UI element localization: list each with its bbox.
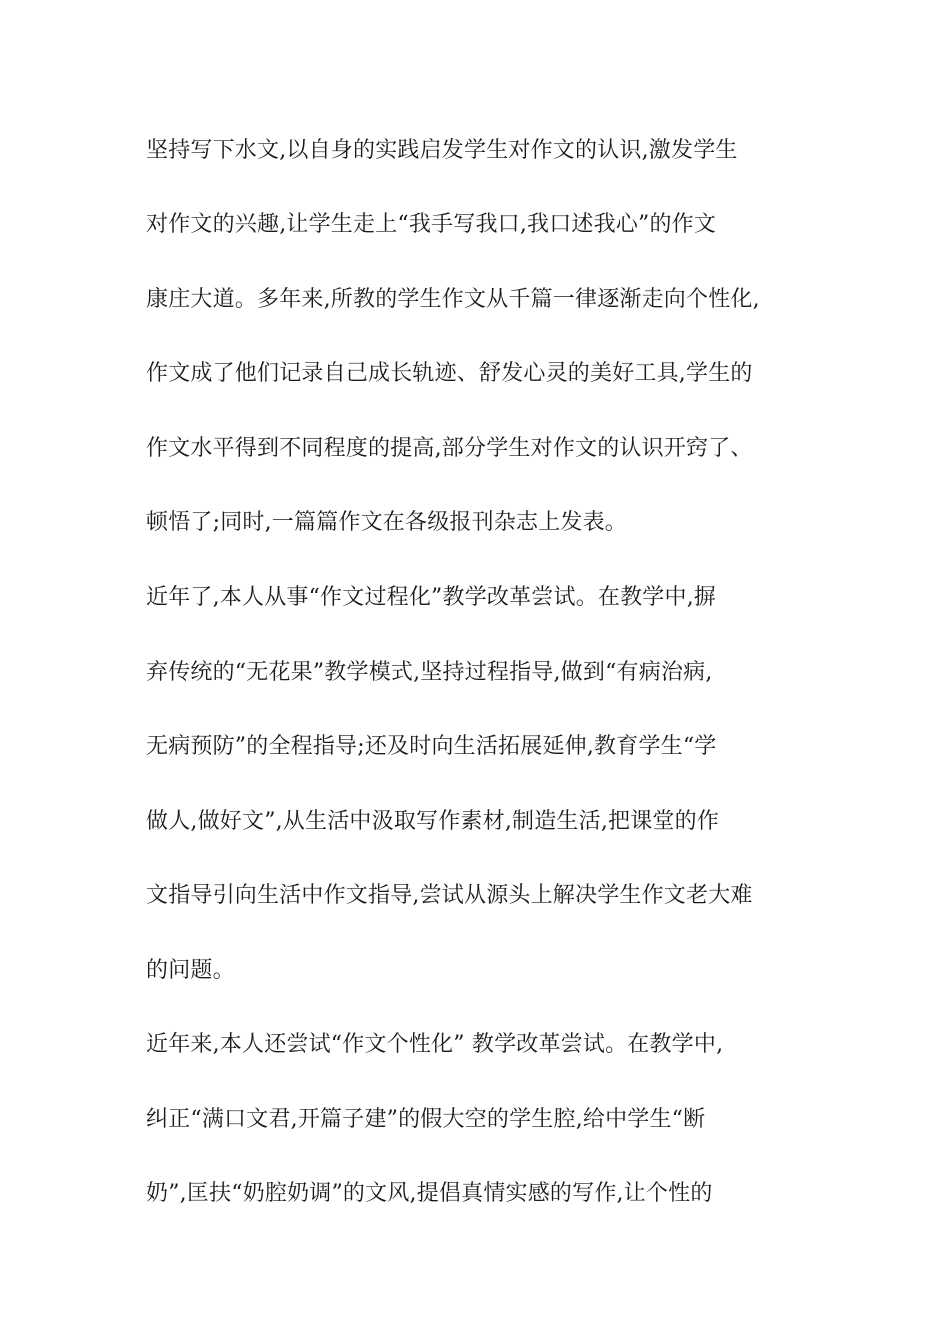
text-line-6: 顿悟了;同时,一篇篇作文在各级报刊杂志上发表。 bbox=[146, 510, 628, 535]
text-line-3: 康庄大道。多年来,所教的学生作文从千篇一律逐渐走向个性化, bbox=[146, 287, 760, 312]
text-line-5: 作文水平得到不同程度的提高,部分学生对作文的认识开窍了、 bbox=[146, 436, 753, 461]
text-line-15: 奶”,匡扶“奶腔奶调”的文风,提倡真情实感的写作,让个性的 bbox=[146, 1181, 713, 1206]
text-line-10: 做人,做好文”,从生活中汲取写作素材,制造生活,把课堂的作 bbox=[146, 809, 720, 834]
text-line-11: 文指导引向生活中作文指导,尝试从源头上解决学生作文老大难 bbox=[146, 883, 753, 908]
text-line-12: 的问题。 bbox=[146, 958, 235, 983]
text-line-1: 坚持写下水文,以自身的实践启发学生对作文的认识,激发学生 bbox=[146, 138, 738, 163]
text-line-14: 纠正“满口文君,开篇子建”的假大空的学生腔,给中学生“断 bbox=[146, 1107, 706, 1132]
text-line-7: 近年了,本人从事“作文过程化”教学改革尝试。在教学中,摒 bbox=[146, 585, 717, 610]
text-line-4: 作文成了他们记录自己成长轨迹、舒发心灵的美好工具,学生的 bbox=[146, 361, 753, 386]
text-line-2: 对作文的兴趣,让学生走上“我手写我口,我口述我心”的作文 bbox=[146, 212, 717, 237]
text-line-13: 近年来,本人还尝试“作文个性化” 教学改革尝试。在教学中, bbox=[146, 1032, 724, 1057]
text-line-9: 无病预防”的全程指导;还及时向生活拓展延伸,教育学生“学 bbox=[146, 734, 717, 759]
text-line-8: 弃传统的“无花果”教学模式,坚持过程指导,做到“有病治病, bbox=[146, 660, 713, 685]
